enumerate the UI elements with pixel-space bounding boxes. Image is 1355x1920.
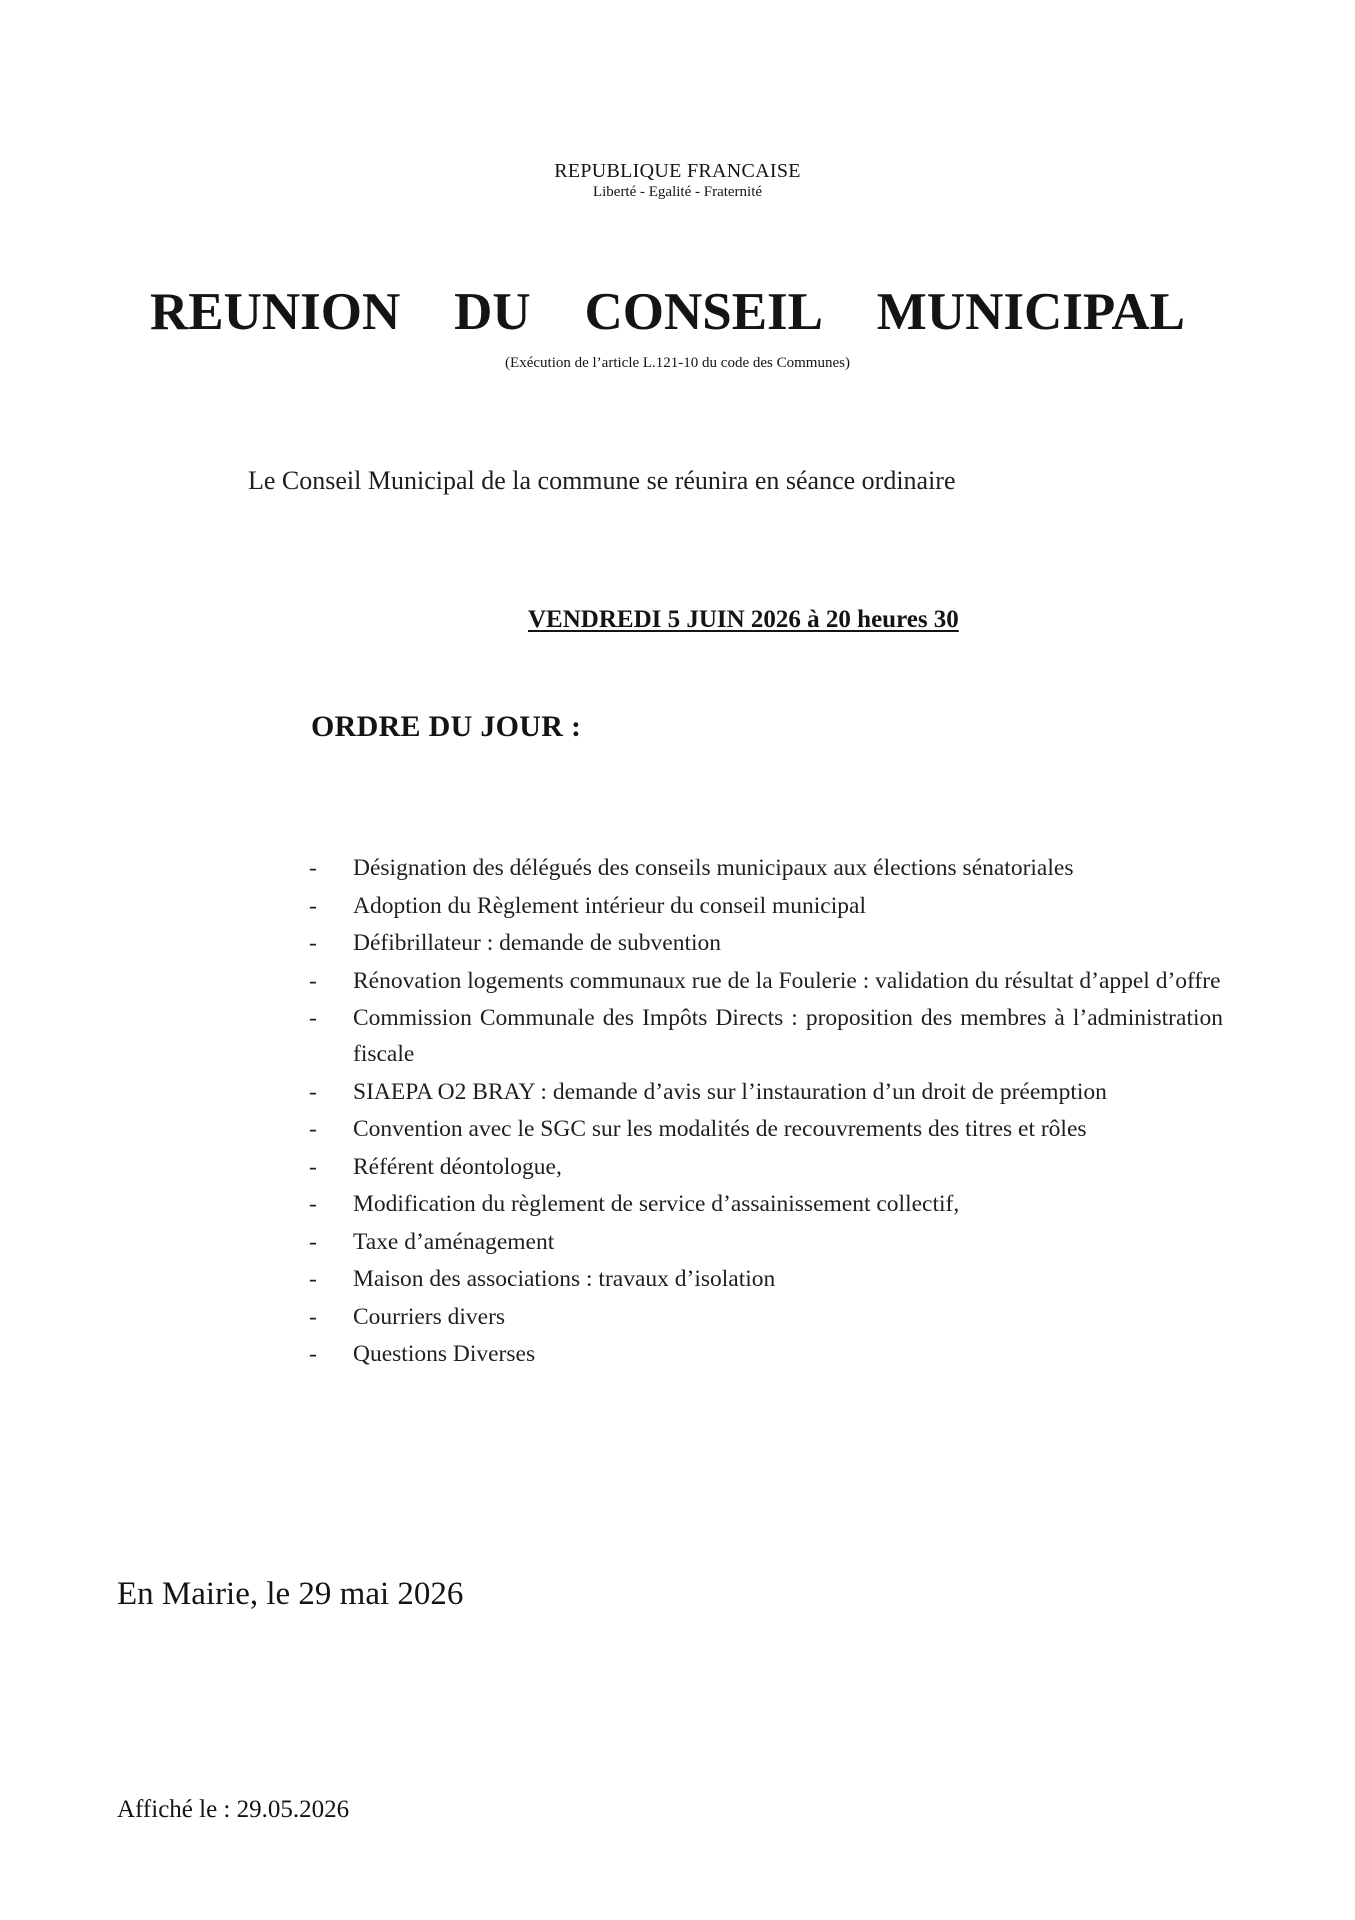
agenda-item-text: Adoption du Règlement intérieur du conseil municipal	[353, 892, 866, 919]
bullet-dash: -	[309, 1153, 317, 1180]
title-word-1: REUNION	[150, 283, 401, 341]
document-title	[150, 283, 1185, 341]
agenda-item	[303, 1111, 1223, 1147]
agenda-item	[303, 925, 1223, 961]
agenda-item-text: Désignation des délégués des conseils municipaux aux élections sénatoriales	[353, 855, 1074, 881]
meeting-date: VENDREDI 5 JUIN 2026 à 20 heures 30	[528, 606, 959, 633]
agenda-item-text: Questions Diverses	[353, 1341, 536, 1367]
agenda-item	[303, 1336, 1223, 1372]
agenda-item-text: Défibrillateur : demande de subvention	[353, 930, 722, 956]
agenda-heading: ORDRE DU JOUR :	[311, 710, 582, 743]
posted-date: Affiché le : 29.05.2026	[117, 1796, 350, 1823]
national-motto: Liberté - Egalité - Fraternité	[592, 184, 763, 200]
legal-reference: (Exécution de l’article L.121-10 du code des Communes)	[505, 355, 850, 371]
bullet-dash: -	[309, 1266, 317, 1292]
agenda-item-text: Maison des associations : travaux d’isolation	[353, 1266, 776, 1292]
agenda-item	[303, 1261, 1223, 1297]
bullet-dash: -	[309, 930, 317, 956]
agenda-item	[303, 1074, 1223, 1110]
bullet-dash: -	[309, 1303, 317, 1330]
bullet-dash: -	[309, 967, 317, 994]
agenda-item-text: Rénovation logements communaux rue de la Foulerie : validation du résultat d’appel d’offre	[353, 967, 1221, 994]
agenda-item-text: Modification du règlement de service d’assainissement collectif,	[353, 1191, 960, 1217]
agenda-item	[303, 1149, 1223, 1185]
title-word-3: CONSEIL	[584, 283, 824, 341]
agenda-item-text: Taxe d’aménagement	[353, 1228, 555, 1255]
bullet-dash: -	[309, 1005, 317, 1031]
agenda-item	[303, 888, 1223, 924]
title-word-2: DU	[454, 283, 531, 341]
title-word-4: MUNICIPAL	[876, 283, 1185, 341]
bullet-dash: -	[309, 1191, 317, 1217]
agenda-item	[303, 1299, 1223, 1335]
bullet-dash: -	[309, 1341, 317, 1367]
agenda-item	[303, 1000, 1223, 1072]
bullet-dash: -	[309, 1116, 317, 1142]
agenda-item-text: Commission Communale des Impôts Directs : proposition des membres à l’administration fiscale	[353, 1005, 1223, 1067]
closing-place-date: En Mairie, le 29 mai 2026	[117, 1576, 464, 1612]
agenda-item-text: Convention avec le SGC sur les modalités de recouvrements des titres et rôles	[353, 1116, 1087, 1142]
agenda-item-text: Courriers divers	[353, 1303, 506, 1330]
agenda-item	[303, 1224, 1223, 1260]
agenda-item-text: Référent déontologue,	[353, 1153, 562, 1180]
agenda-item	[303, 963, 1223, 999]
bullet-dash: -	[309, 1228, 317, 1255]
bullet-dash: -	[309, 855, 317, 881]
republic-header: REPUBLIQUE FRANCAISE	[554, 160, 801, 182]
agenda-item	[303, 1186, 1223, 1222]
agenda-item-text: SIAEPA O2 BRAY : demande d’avis sur l’instauration d’un droit de préemption	[353, 1078, 1107, 1105]
bullet-dash: -	[309, 1078, 317, 1105]
intro-text: Le Conseil Municipal de la commune se réunira en séance ordinaire	[248, 466, 956, 495]
bullet-dash: -	[309, 892, 317, 919]
agenda-list	[303, 850, 1223, 1374]
agenda-item	[303, 850, 1223, 886]
